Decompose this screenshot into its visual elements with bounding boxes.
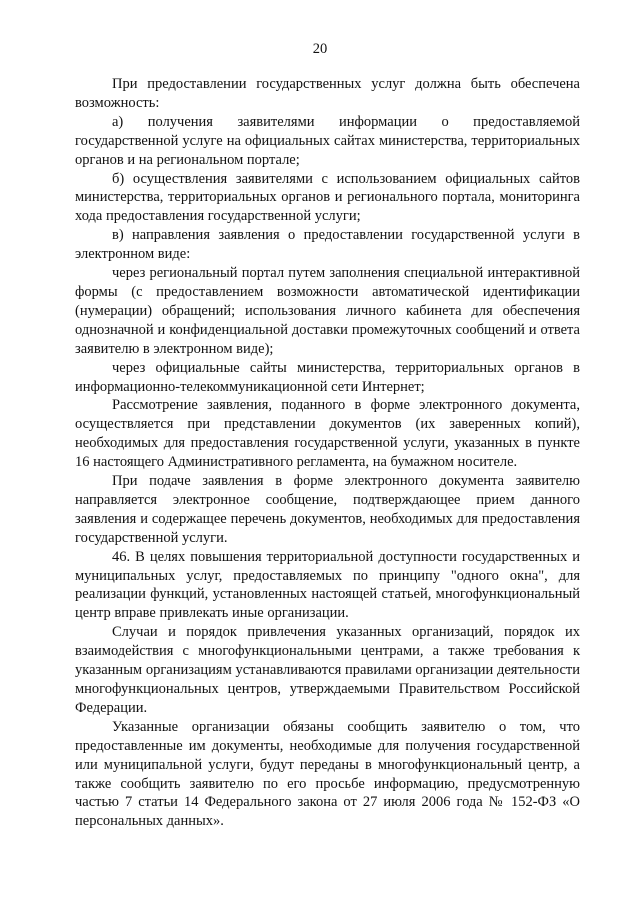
paragraph-item-v: в) направления заявления о предоставлении государственной услуги в электронном виде:	[75, 227, 580, 263]
paragraph-cases: Случаи и порядок привлечения указанных организаций, порядок их взаимодействия с многофункциональными центрами, а также требования к указанным организациям устанавливаются правилами организации деятельности многофункциональных центров, утверждаемыми Правительством Российской Федерации.	[75, 624, 580, 716]
paragraph-via-sites: через официальные сайты министерства, территориальных органов в информационно-телекоммуникационной сети Интернет;	[75, 359, 580, 395]
paragraph-intro: При предоставлении государственных услуг должна быть обеспечена возможность:	[75, 76, 580, 111]
paragraph-46: 46. В целях повышения территориальной доступности государственных и муниципальных услуг, предоставляемых по принципу "одного окна", для реализации функций, установленных настоящей статьей, многофункциональный центр вправе привлекать иные организации.	[75, 548, 580, 622]
paragraph-item-b: б) осуществления заявителями с использованием официальных сайтов министерства, территориальных органов и регионального портала, мониторинга хода предоставления государственной услуги;	[75, 170, 580, 225]
paragraph-obligations: Указанные организации обязаны сообщить заявителю о том, что предоставленные им документы, необходимые для получения государственной или муниципальной услуги, будут переданы в многофункциональный центр, а также сообщить заявителю по его просьбе информацию, предусмотренную частью 7 статьи 14 Федерального закона от 27 июля 2006 года № 152-ФЗ «О персональных данных».	[75, 718, 580, 830]
document-body	[75, 75, 580, 831]
paragraph-via-portal: через региональный портал путем заполнения специальной интерактивной формы (с предоставлением возможности автоматической идентификации (нумерации) обращений; использования личного кабинета для обеспечения однозначной и конфиденциальной доставки промежуточных сообщений и ответа заявителю в электронном виде);	[75, 265, 580, 357]
page-number: 20	[312, 41, 328, 57]
paragraph-review: Рассмотрение заявления, поданного в форме электронного документа, осуществляется при представлении документов (их заверенных копий), необходимых для предоставления государственной услуги, указанных в пункте 16 настоящего Административного регламента, на бумажном носителе.	[75, 397, 580, 471]
paragraph-item-a: а) получения заявителями информации о предоставляемой государственной услуге на официальных сайтах министерства, территориальных органов и на региональном портале;	[75, 113, 580, 168]
paragraph-electronic-message: При подаче заявления в форме электронного документа заявителю направляется электронное сообщение, подтверждающее прием данного заявления и содержащее перечень документов, необходимых для предоставления государственной услуги.	[75, 473, 580, 546]
